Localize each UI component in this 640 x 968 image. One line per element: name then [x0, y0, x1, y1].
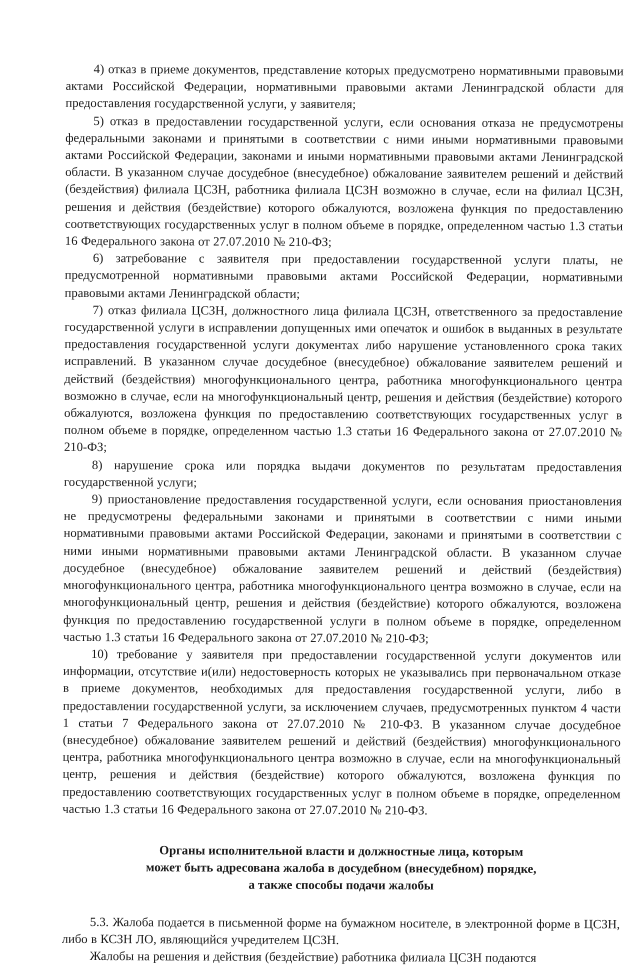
paragraph-complaints: Жалобы на решения и действия (бездействие) работника филиала ЦСЗН подаются — [89, 948, 537, 965]
paragraph-item-10: 10) требование у заявителя при предоставлении государственной услуги документов или информации, отсутствие и(или) недостоверность которых не указывались при первоначальном отказе в приеме документов, необходимых для предоставления государственной услуги, либо в предоставлении государственной услуги, за исключением случаев, предусмотренных пунктом 4 части 1 статьи 7 Федерального закона от 27.07.2010 № 210-ФЗ. В указанном случае досудебное (внесудебное) обжалование заявителем решений и действий (бездействия) многофункционального центра, работника многофункционального центра возможно в случае, если на многофункциональный центр, решения и действия (бездействие) которого обжалуются, возложена функция по предоставлению соответствующих государственных услуг в полном объеме в порядке, определенном частью 1.3 статьи 16 Федерального закона от 27.07.2010 № 210-ФЗ. — [62, 646, 622, 818]
paragraph-item-6: 6) затребование с заявителя при предоставлении государственной услуги платы, не предусмотренной нормативными правовыми актами Российской Федерации, нормативными правовыми актами Ленинградской области; — [64, 251, 623, 301]
section-heading-line-2: может быть адресована жалоба в досудебном (внесудебном) порядке, — [145, 860, 537, 877]
paragraph-item-5: 5) отказ в предоставлении государственной услуги, если основания отказа не предусмотрены федеральными законами и принятыми в соответствии с ними иными нормативными правовыми актами Российской Федерации, законами и иными нормативными правовыми актами Ленинградской области. В указанном случае досудебное (внесудебное) обжалование заявителем решений и действий (бездействия) филиала ЦСЗН, работника филиала ЦСЗН возможно в случае, если на филиал ЦСЗН, решения и действия (бездействие) которого обжалуются, возложена функция по предоставлению соответствующих государственных услуг в полном объеме в порядке, определенном частью 1.3 статьи 16 Федерального закона от 27.07.2010 № 210-ФЗ; — [64, 113, 624, 250]
paragraph-5-3: 5.3. Жалоба подается в письменной форме на бумажном носителе, в электронной форме в ЦСЗН, либо в КСЗН ЛО, являющийся учредителем ЦСЗН. — [61, 914, 620, 947]
paragraph-item-8: 8) нарушение срока или порядка выдачи документов по результатам предоставления государственной услуги; — [63, 457, 622, 490]
section-heading-line-3: а также способы подачи жалобы — [248, 878, 434, 893]
paragraph-item-7: 7) отказ филиала ЦСЗН, должностного лица филиала ЦСЗН, ответственного за предоставление государственной услуги в исправлении допущенных ими опечаток и ошибок в выданных в результате предоставления государственной услуги документах либо нарушение установленного срока таких исправлений. В указанном случае досудебное (внесудебное) обжалование заявителем решений и действий (бездействия) многофункционального центра, работника многофункционального центра возможно в случае, если на многофункциональный центр, решения и действия (бездействие) которого обжалуются, возложена функция по предоставлению соответствующих государственных услуг в полном объеме в порядке, определенном частью 1.3 статьи 16 Федерального закона от 27.07.2010 № 210-ФЗ; — [63, 302, 623, 455]
section-heading — [62, 842, 620, 896]
section-heading-line-1: Органы исполнительной власти и должностные лица, которым — [159, 843, 524, 859]
paragraph-item-9: 9) приостановление предоставления государственной услуги, если основания приостановления не предусмотрены федеральными законами и принятыми в соответствии с ними иными нормативными правовыми актами Российской Федерации, законами и принятыми в соответствии с ними иными нормативными правовыми актами Ленинградской области. В указанном случае досудебное (внесудебное) обжалование заявителем решений и действий (бездействия) многофункционального центра, работника многофункционального центра возможно в случае, если на многофункциональный центр, решения и действия (бездействие) которого обжалуются, возложена функция по предоставлению государственной услуги в полном объеме в порядке, определенном частью 1.3 статьи 16 Федерального закона от 27.07.2010 № 210-ФЗ; — [63, 492, 622, 646]
paragraph-item-4: 4) отказ в приеме документов, представление которых предусмотрено нормативными правовыми актами Российской Федерации, нормативными правовыми актами Ленинградской области для предоставления государственной услуги, у заявителя; — [65, 62, 624, 112]
